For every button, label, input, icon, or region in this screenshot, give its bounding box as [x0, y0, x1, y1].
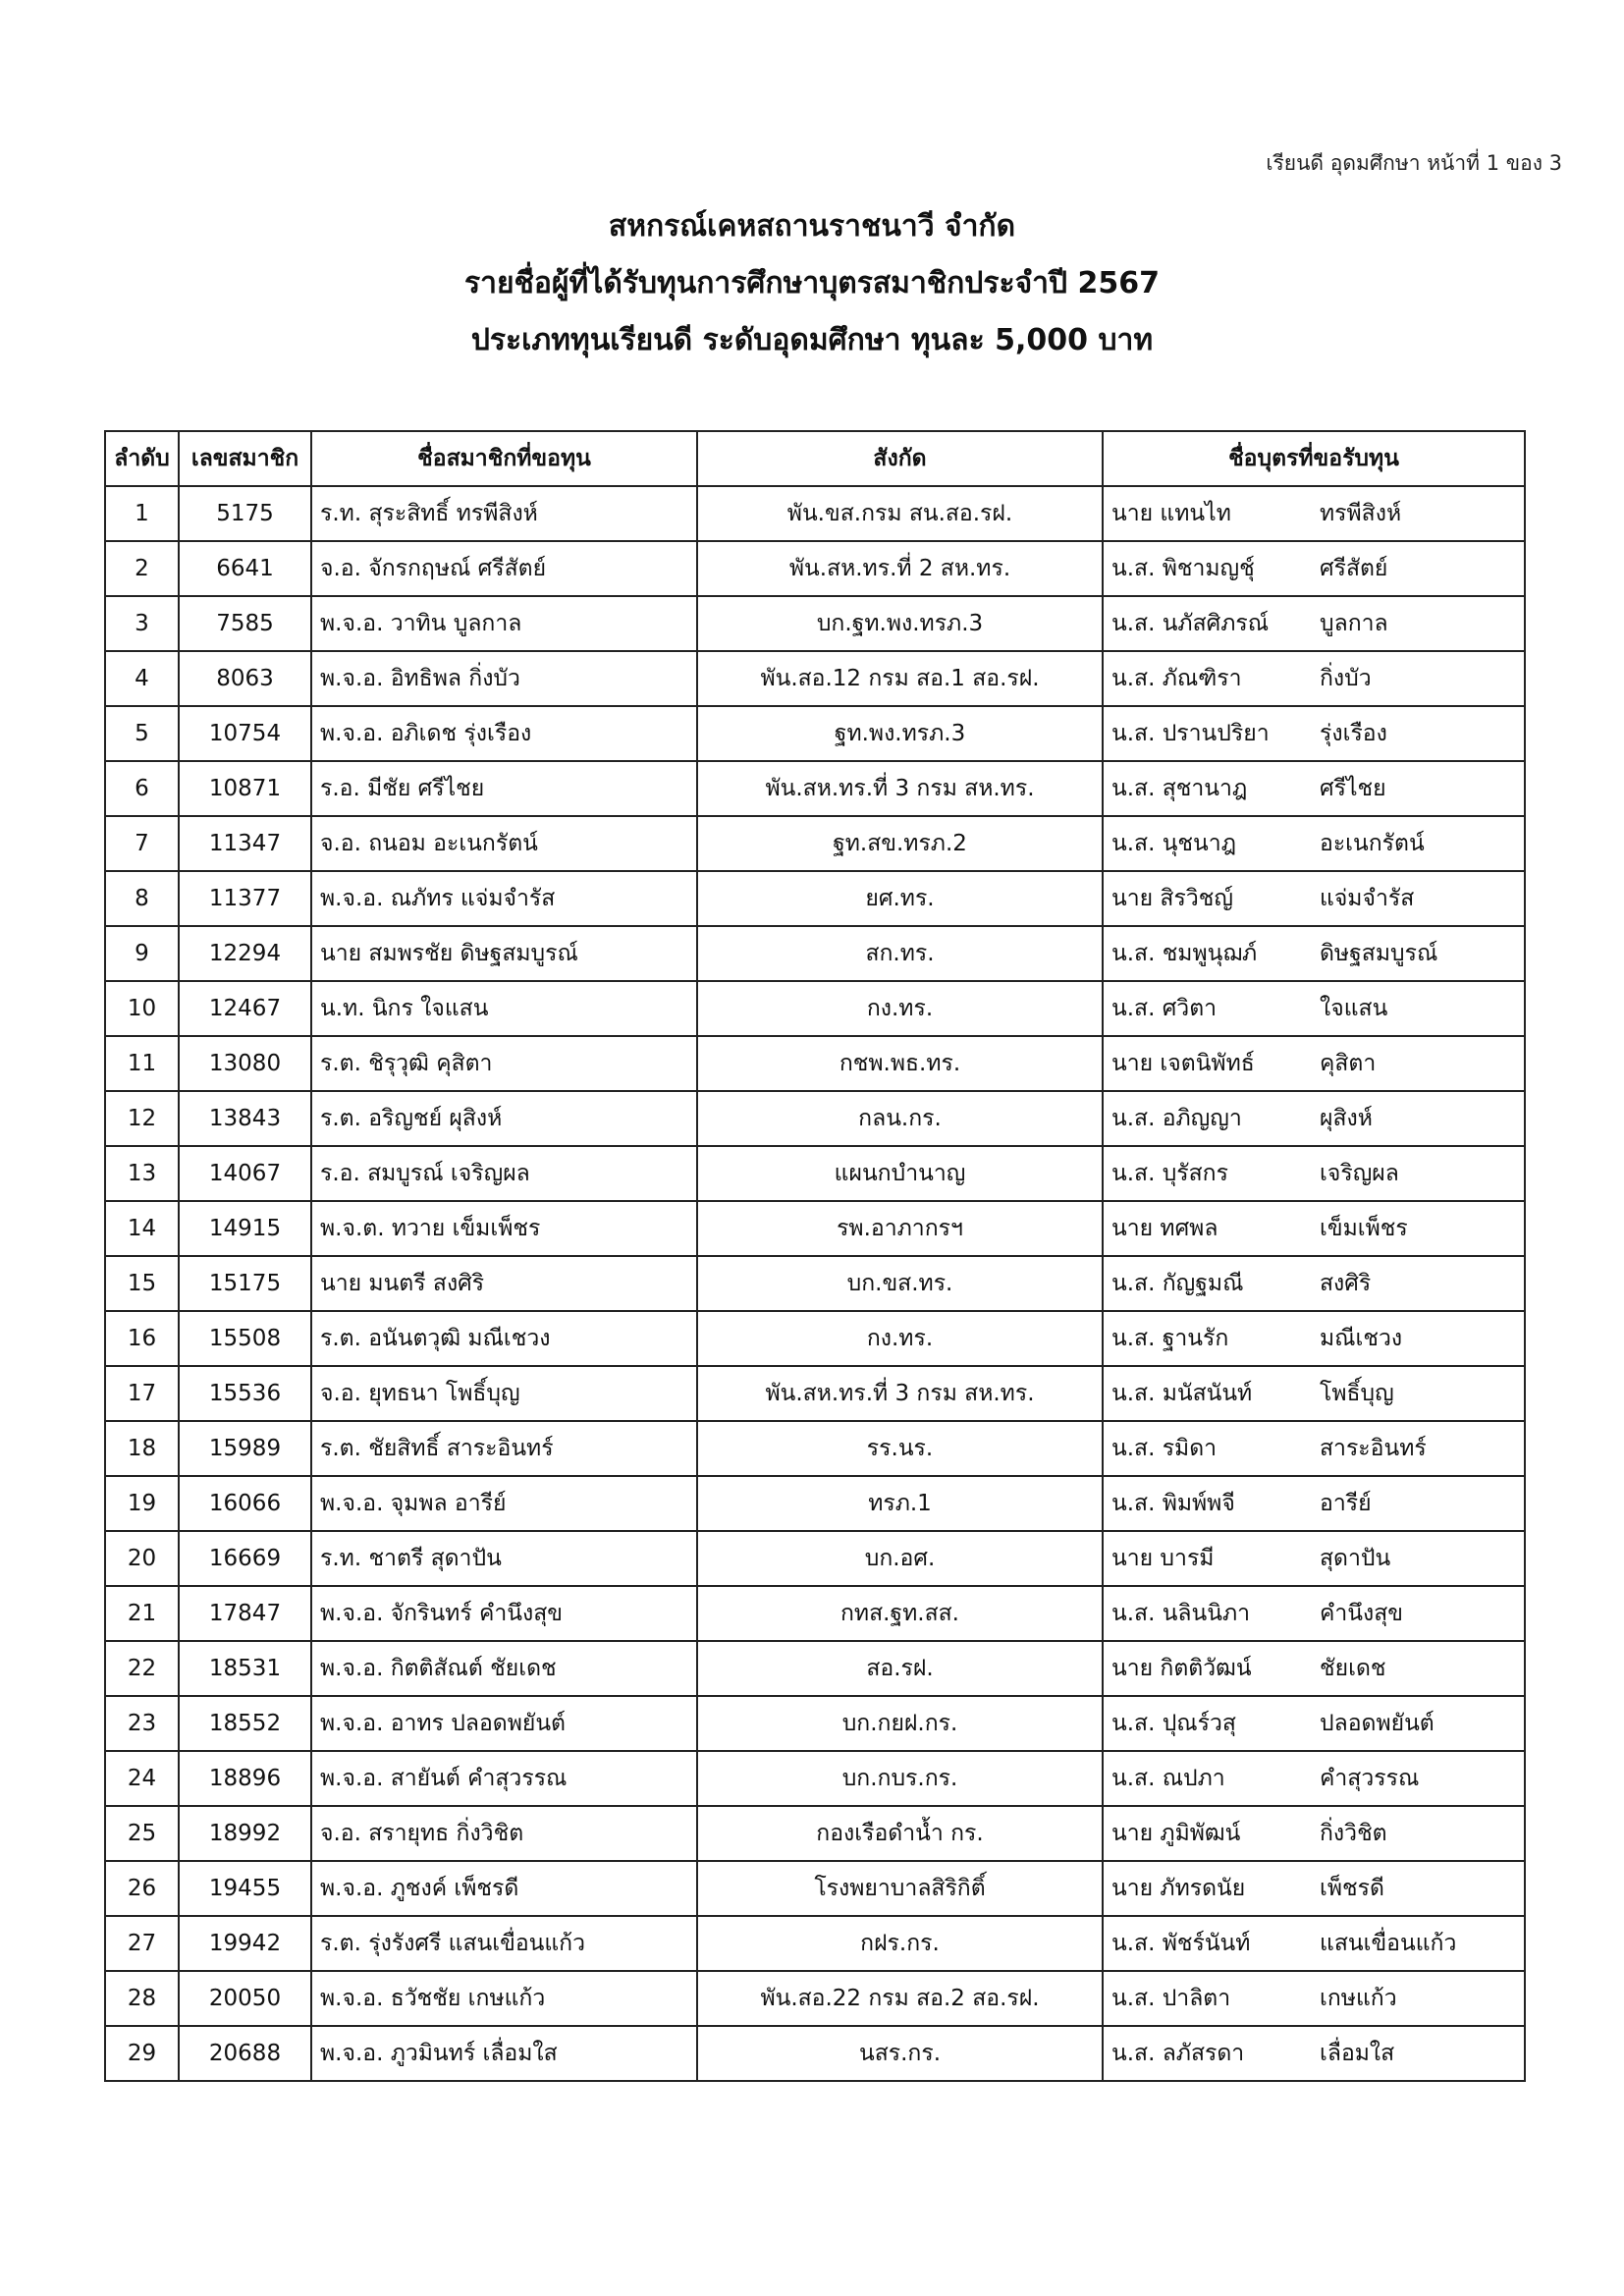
cell-no: 17 — [105, 1366, 179, 1421]
table-row — [105, 651, 1525, 706]
child-first-name: น.ส. พิชามญชุ์ — [1111, 556, 1255, 581]
child-last-name: สาระอินทร์ — [1320, 1436, 1427, 1461]
cell-unit: พัน.สห.ทร.ที่ 2 สห.ทร. — [697, 541, 1103, 596]
cell-member-id: 12467 — [179, 981, 311, 1036]
child-last-name: อะเนกรัตน์ — [1320, 831, 1425, 856]
child-last-name: เพ็ชรดี — [1320, 1876, 1384, 1901]
table-row — [105, 1751, 1525, 1806]
child-last-name: ปลอดพยันต์ — [1320, 1711, 1435, 1736]
cell-child-name — [1103, 486, 1525, 541]
page-number-note: เรียนดี อุดมศึกษา หน้าที่ 1 ของ 3 — [1266, 151, 1562, 175]
cell-unit: รพ.อาภากรฯ — [697, 1201, 1103, 1256]
cell-no: 24 — [105, 1751, 179, 1806]
cell-member-name: พ.จ.อ. ธวัชชัย เกษแก้ว — [311, 1971, 697, 2026]
cell-no: 13 — [105, 1146, 179, 1201]
cell-unit: กง.ทร. — [697, 1311, 1103, 1366]
cell-unit: รร.นร. — [697, 1421, 1103, 1476]
child-last-name: ชัยเดช — [1320, 1656, 1386, 1681]
cell-child-name — [1103, 596, 1525, 651]
cell-no: 28 — [105, 1971, 179, 2026]
cell-child-name — [1103, 1311, 1525, 1366]
table-row — [105, 926, 1525, 981]
cell-child-name — [1103, 1916, 1525, 1971]
cell-member-name: จ.อ. ยุทธนา โพธิ์บุญ — [311, 1366, 697, 1421]
child-last-name: ใจแสน — [1320, 996, 1388, 1021]
cell-unit: กชพ.พธ.ทร. — [697, 1036, 1103, 1091]
child-last-name: ทรพีสิงห์ — [1320, 501, 1402, 526]
cell-member-id: 18552 — [179, 1696, 311, 1751]
cell-member-name: พ.จ.อ. ภูวมินทร์ เลื่อมใส — [311, 2026, 697, 2081]
cell-no: 26 — [105, 1861, 179, 1916]
child-last-name: ผุสิงห์ — [1320, 1106, 1373, 1131]
cell-no: 23 — [105, 1696, 179, 1751]
cell-child-name — [1103, 541, 1525, 596]
title-list-name: รายชื่อผู้ที่ได้รับทุนการศึกษาบุตรสมาชิกประจำปี 2567 — [463, 266, 1160, 301]
cell-no: 12 — [105, 1091, 179, 1146]
child-first-name: น.ส. พิมพ์พจี — [1111, 1491, 1235, 1516]
cell-member-id: 15989 — [179, 1421, 311, 1476]
cell-member-id: 20688 — [179, 2026, 311, 2081]
cell-member-name: ร.ต. อนันตวุฒิ มณีเชวง — [311, 1311, 697, 1366]
cell-member-name: พ.จ.อ. อภิเดช รุ่งเรือง — [311, 706, 697, 761]
table-row — [105, 1641, 1525, 1696]
cell-member-name: พ.จ.ต. ทวาย เข็มเพ็ชร — [311, 1201, 697, 1256]
cell-member-name: จ.อ. จักรกฤษณ์ ศรีสัตย์ — [311, 541, 697, 596]
child-last-name: คุสิตา — [1320, 1051, 1377, 1076]
cell-no: 1 — [105, 486, 179, 541]
cell-child-name — [1103, 1806, 1525, 1861]
child-first-name: น.ส. ศวิตา — [1111, 996, 1218, 1021]
child-first-name: น.ส. ภัณฑิรา — [1111, 666, 1242, 691]
cell-unit: บก.กบร.กร. — [697, 1751, 1103, 1806]
cell-unit: กทส.ฐท.สส. — [697, 1586, 1103, 1641]
cell-member-id: 11377 — [179, 871, 311, 926]
table-row — [105, 2026, 1525, 2081]
table-row — [105, 981, 1525, 1036]
child-first-name: นาย สิรวิชญ์ — [1111, 886, 1233, 911]
child-last-name: บูลกาล — [1320, 611, 1388, 636]
cell-no: 29 — [105, 2026, 179, 2081]
cell-member-id: 15508 — [179, 1311, 311, 1366]
cell-child-name — [1103, 816, 1525, 871]
cell-member-id: 13080 — [179, 1036, 311, 1091]
cell-member-id: 18992 — [179, 1806, 311, 1861]
cell-member-name: พ.จ.อ. จักรินทร์ คำนึงสุข — [311, 1586, 697, 1641]
table-body — [105, 486, 1525, 2081]
cell-member-name: พ.จ.อ. ณภัทร แจ่มจำรัส — [311, 871, 697, 926]
cell-unit: ยศ.ทร. — [697, 871, 1103, 926]
child-first-name: น.ส. ปุณร์วสุ — [1111, 1711, 1236, 1736]
child-first-name: น.ส. ปรานปริยา — [1111, 721, 1270, 746]
cell-child-name — [1103, 1696, 1525, 1751]
cell-child-name — [1103, 761, 1525, 816]
cell-member-name: พ.จ.อ. จุมพล อารีย์ — [311, 1476, 697, 1531]
child-first-name: นาย ภูมิพัฒน์ — [1111, 1821, 1241, 1846]
header-child-name: ชื่อบุตรที่ขอรับทุน — [1103, 431, 1525, 486]
cell-no: 4 — [105, 651, 179, 706]
cell-member-id: 16669 — [179, 1531, 311, 1586]
child-first-name: นาย เจตนิพัทธ์ — [1111, 1051, 1255, 1076]
cell-unit: บก.ฐท.พง.ทรภ.3 — [697, 596, 1103, 651]
cell-child-name — [1103, 1036, 1525, 1091]
table-row — [105, 1201, 1525, 1256]
child-first-name: นาย แทนไท — [1111, 501, 1231, 526]
table-row — [105, 486, 1525, 541]
cell-member-id: 15536 — [179, 1366, 311, 1421]
child-last-name: สุดาปัน — [1320, 1546, 1391, 1571]
cell-unit: พัน.สห.ทร.ที่ 3 กรม สห.ทร. — [697, 1366, 1103, 1421]
table-header-row — [105, 431, 1525, 486]
cell-member-name: พ.จ.อ. ภูชงค์ เพ็ชรดี — [311, 1861, 697, 1916]
cell-unit: สก.ทร. — [697, 926, 1103, 981]
cell-child-name — [1103, 1366, 1525, 1421]
cell-unit: กลน.กร. — [697, 1091, 1103, 1146]
child-first-name: นาย บารมี — [1111, 1546, 1215, 1571]
cell-member-name: พ.จ.อ. อาทร ปลอดพยันต์ — [311, 1696, 697, 1751]
cell-no: 3 — [105, 596, 179, 651]
table-row — [105, 1311, 1525, 1366]
child-last-name: เลื่อมใส — [1320, 2041, 1395, 2066]
cell-child-name — [1103, 1256, 1525, 1311]
cell-unit: พัน.สห.ทร.ที่ 3 กรม สห.ทร. — [697, 761, 1103, 816]
cell-child-name — [1103, 706, 1525, 761]
cell-member-id: 12294 — [179, 926, 311, 981]
child-first-name: น.ส. นภัสศิภรณ์ — [1111, 611, 1270, 636]
table-row — [105, 1806, 1525, 1861]
child-first-name: น.ส. ลภัสรดา — [1111, 2041, 1245, 2066]
cell-member-name: พ.จ.อ. กิตติสัณต์ ชัยเดช — [311, 1641, 697, 1696]
child-first-name: น.ส. พัชร์นันท์ — [1111, 1931, 1251, 1956]
title-scholarship-type: ประเภททุนเรียนดี ระดับอุดมศึกษา ทุนละ 5,000 บาท — [470, 323, 1154, 357]
table-row — [105, 1421, 1525, 1476]
cell-no: 27 — [105, 1916, 179, 1971]
cell-member-id: 6641 — [179, 541, 311, 596]
cell-unit: แผนกบำนาญ — [697, 1146, 1103, 1201]
cell-member-id: 10871 — [179, 761, 311, 816]
cell-member-name: นาย สมพรชัย ดิษฐสมบูรณ์ — [311, 926, 697, 981]
cell-no: 25 — [105, 1806, 179, 1861]
cell-unit: นสร.กร. — [697, 2026, 1103, 2081]
cell-child-name — [1103, 1531, 1525, 1586]
cell-child-name — [1103, 1971, 1525, 2026]
table-row — [105, 1256, 1525, 1311]
cell-no: 8 — [105, 871, 179, 926]
cell-unit: สอ.รฝ. — [697, 1641, 1103, 1696]
cell-child-name — [1103, 651, 1525, 706]
table-row — [105, 761, 1525, 816]
table-row — [105, 596, 1525, 651]
child-last-name: อารีย์ — [1320, 1491, 1372, 1516]
child-last-name: มณีเชวง — [1320, 1326, 1403, 1351]
child-first-name: น.ส. อภิญญา — [1111, 1106, 1242, 1131]
cell-member-id: 7585 — [179, 596, 311, 651]
cell-member-name: พ.จ.อ. วาทิน บูลกาล — [311, 596, 697, 651]
cell-child-name — [1103, 1201, 1525, 1256]
cell-member-name: ร.ต. อริญชย์ ผุสิงห์ — [311, 1091, 697, 1146]
cell-member-id: 18531 — [179, 1641, 311, 1696]
cell-child-name — [1103, 981, 1525, 1036]
table-row — [105, 1916, 1525, 1971]
cell-member-id: 11347 — [179, 816, 311, 871]
cell-child-name — [1103, 1476, 1525, 1531]
child-first-name: นาย กิตติวัฒน์ — [1111, 1656, 1252, 1681]
cell-no: 10 — [105, 981, 179, 1036]
cell-no: 18 — [105, 1421, 179, 1476]
table-row — [105, 1036, 1525, 1091]
cell-no: 14 — [105, 1201, 179, 1256]
cell-unit: กง.ทร. — [697, 981, 1103, 1036]
cell-no: 19 — [105, 1476, 179, 1531]
child-last-name: คำนึงสุข — [1320, 1601, 1404, 1626]
cell-unit: พัน.สอ.12 กรม สอ.1 สอ.รฝ. — [697, 651, 1103, 706]
child-last-name: กิ่งวิชิต — [1320, 1821, 1387, 1846]
child-last-name: ศรีไชย — [1320, 776, 1386, 801]
table-row — [105, 1091, 1525, 1146]
child-first-name: น.ส. นลินนิภา — [1111, 1601, 1251, 1626]
child-first-name: น.ส. ณปภา — [1111, 1766, 1225, 1791]
cell-member-id: 19455 — [179, 1861, 311, 1916]
cell-member-name: ร.อ. สมบูรณ์ เจริญผล — [311, 1146, 697, 1201]
child-last-name: สงศิริ — [1320, 1271, 1372, 1296]
header-member-name: ชื่อสมาชิกที่ขอทุน — [311, 431, 697, 486]
cell-member-name: พ.จ.อ. สายันต์ คำสุวรรณ — [311, 1751, 697, 1806]
cell-member-id: 13843 — [179, 1091, 311, 1146]
cell-member-name: ร.ต. รุ่งรังศรี แสนเขื่อนแก้ว — [311, 1916, 697, 1971]
cell-member-name: จ.อ. ถนอม อะเนกรัตน์ — [311, 816, 697, 871]
table-row — [105, 1531, 1525, 1586]
table-row — [105, 1476, 1525, 1531]
table-row — [105, 1696, 1525, 1751]
header-unit: สังกัด — [697, 431, 1103, 486]
child-first-name: น.ส. สุชานาฎ — [1111, 776, 1248, 801]
child-first-name: น.ส. ปาลิตา — [1111, 1986, 1231, 2011]
cell-child-name — [1103, 1861, 1525, 1916]
child-first-name: น.ส. ชมพูนุฌภ์ — [1111, 941, 1258, 966]
cell-child-name — [1103, 871, 1525, 926]
child-first-name: น.ส. กัญฐมณี — [1111, 1271, 1244, 1296]
child-last-name: ศรีสัตย์ — [1320, 556, 1388, 581]
table-row — [105, 1586, 1525, 1641]
child-first-name: น.ส. นุชนาฎ — [1111, 831, 1237, 856]
child-last-name: กิ่งบัว — [1320, 666, 1372, 691]
cell-unit: กฝร.กร. — [697, 1916, 1103, 1971]
cell-member-name: ร.ต. ชัยสิทธิ์ สาระอินทร์ — [311, 1421, 697, 1476]
cell-member-name: น.ท. นิกร ใจแสน — [311, 981, 697, 1036]
child-first-name: นาย ภัทรดนัย — [1111, 1876, 1246, 1901]
child-first-name: นาย ทศพล — [1111, 1216, 1218, 1241]
cell-no: 7 — [105, 816, 179, 871]
child-first-name: น.ส. รมิดา — [1111, 1436, 1218, 1461]
child-last-name: โพธิ์บุญ — [1320, 1381, 1394, 1406]
cell-member-id: 8063 — [179, 651, 311, 706]
cell-no: 16 — [105, 1311, 179, 1366]
table-row — [105, 1971, 1525, 2026]
cell-unit: บก.อศ. — [697, 1531, 1103, 1586]
table-row — [105, 871, 1525, 926]
child-last-name: รุ่งเรือง — [1320, 721, 1387, 746]
child-first-name: น.ส. บุรัสกร — [1111, 1161, 1228, 1186]
table-row — [105, 816, 1525, 871]
cell-unit: ทรภ.1 — [697, 1476, 1103, 1531]
cell-member-id: 15175 — [179, 1256, 311, 1311]
child-last-name: เข็มเพ็ชร — [1320, 1216, 1408, 1241]
table-row — [105, 1146, 1525, 1201]
cell-unit: ฐท.สข.ทรภ.2 — [697, 816, 1103, 871]
cell-no: 21 — [105, 1586, 179, 1641]
cell-unit: พัน.ขส.กรม สน.สอ.รฝ. — [697, 486, 1103, 541]
cell-member-id: 5175 — [179, 486, 311, 541]
table-row — [105, 541, 1525, 596]
cell-member-name: ร.ท. ชาตรี สุดาปัน — [311, 1531, 697, 1586]
document-title — [0, 198, 1624, 369]
cell-no: 5 — [105, 706, 179, 761]
cell-no: 6 — [105, 761, 179, 816]
cell-child-name — [1103, 1421, 1525, 1476]
cell-child-name — [1103, 2026, 1525, 2081]
title-organization: สหกรณ์เคหสถานราชนาวี จำกัด — [608, 209, 1016, 244]
table-row — [105, 1366, 1525, 1421]
child-last-name: เจริญผล — [1320, 1161, 1399, 1186]
cell-member-id: 10754 — [179, 706, 311, 761]
cell-child-name — [1103, 1641, 1525, 1696]
table-row — [105, 1861, 1525, 1916]
cell-unit: ฐท.พง.ทรภ.3 — [697, 706, 1103, 761]
cell-member-name: พ.จ.อ. อิทธิพล กิ่งบัว — [311, 651, 697, 706]
cell-no: 9 — [105, 926, 179, 981]
cell-member-id: 20050 — [179, 1971, 311, 2026]
cell-unit: บก.ขส.ทร. — [697, 1256, 1103, 1311]
cell-member-name: ร.ต. ชิรุวุฒิ คุสิตา — [311, 1036, 697, 1091]
child-first-name: น.ส. ฐานรัก — [1111, 1326, 1229, 1351]
child-last-name: แจ่มจำรัส — [1320, 886, 1415, 911]
cell-unit: โรงพยาบาลสิริกิติ์ — [697, 1861, 1103, 1916]
cell-child-name — [1103, 1091, 1525, 1146]
cell-no: 22 — [105, 1641, 179, 1696]
child-first-name: น.ส. มนัสนันท์ — [1111, 1381, 1253, 1406]
cell-child-name — [1103, 1586, 1525, 1641]
cell-no: 15 — [105, 1256, 179, 1311]
cell-member-id: 17847 — [179, 1586, 311, 1641]
cell-child-name — [1103, 1146, 1525, 1201]
cell-child-name — [1103, 1751, 1525, 1806]
cell-no: 11 — [105, 1036, 179, 1091]
cell-member-id: 19942 — [179, 1916, 311, 1971]
child-last-name: ดิษฐสมบูรณ์ — [1320, 941, 1438, 966]
cell-member-id: 18896 — [179, 1751, 311, 1806]
scholarship-table — [104, 430, 1526, 2082]
child-last-name: คำสุวรรณ — [1320, 1766, 1420, 1791]
child-last-name: แสนเขื่อนแก้ว — [1320, 1931, 1457, 1956]
cell-unit: กองเรือดำน้ำ กร. — [697, 1806, 1103, 1861]
cell-member-id: 14915 — [179, 1201, 311, 1256]
header-no: ลำดับ — [105, 431, 179, 486]
cell-child-name — [1103, 926, 1525, 981]
child-last-name: เกษแก้ว — [1320, 1986, 1397, 2011]
cell-member-name: จ.อ. สรายุทธ กิ่งวิชิต — [311, 1806, 697, 1861]
cell-member-name: นาย มนตรี สงศิริ — [311, 1256, 697, 1311]
header-member-id: เลขสมาชิก — [179, 431, 311, 486]
cell-no: 2 — [105, 541, 179, 596]
cell-unit: บก.กยฝ.กร. — [697, 1696, 1103, 1751]
cell-member-name: ร.อ. มีชัย ศรีไชย — [311, 761, 697, 816]
cell-no: 20 — [105, 1531, 179, 1586]
cell-unit: พัน.สอ.22 กรม สอ.2 สอ.รฝ. — [697, 1971, 1103, 2026]
cell-member-name: ร.ท. สุระสิทธิ์ ทรพีสิงห์ — [311, 486, 697, 541]
cell-member-id: 16066 — [179, 1476, 311, 1531]
table-row — [105, 706, 1525, 761]
cell-member-id: 14067 — [179, 1146, 311, 1201]
